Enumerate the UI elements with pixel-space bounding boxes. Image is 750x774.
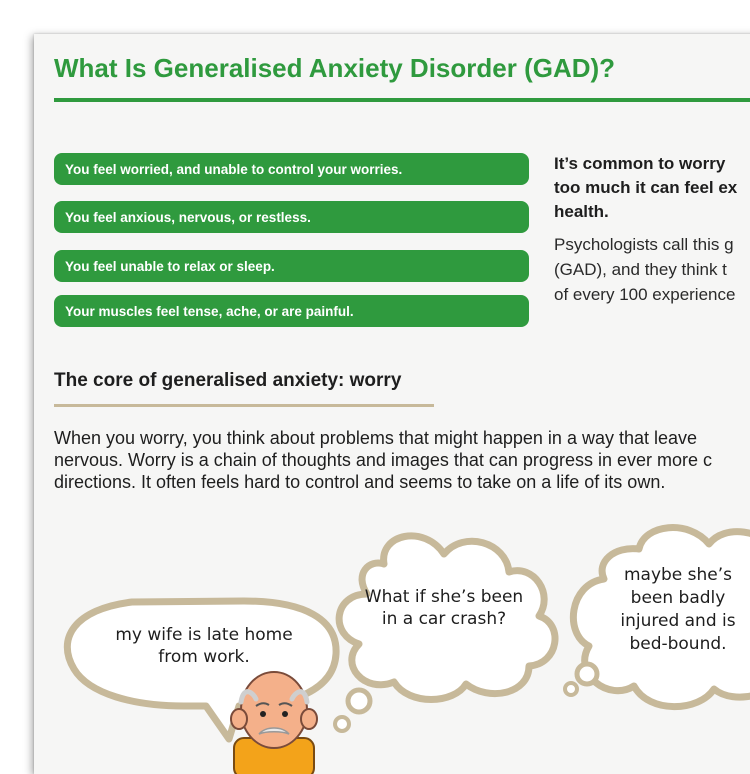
intro-heading-line: It’s common to worry <box>554 154 726 173</box>
worksheet-page <box>34 34 750 774</box>
intro-paragraph-line: Psychologists call this g <box>554 235 734 254</box>
bubble-text-line: my wife is late home <box>115 625 293 645</box>
intro-paragraph-line: of every 100 experience <box>554 285 736 304</box>
bubble-text-line: maybe she’s <box>623 565 733 585</box>
intro-paragraph-line: (GAD), and they think t <box>554 260 727 279</box>
section-heading: The core of generalised anxiety: worry <box>54 370 402 391</box>
bubble-text-line: in a car crash? <box>381 609 507 629</box>
paragraph-line: When you worry, you think about problems that might happen in a way that leave <box>54 428 698 448</box>
thought-bubble-text <box>349 586 539 630</box>
bubble-text-line: from work. <box>158 647 250 667</box>
symptom-item: You feel anxious, nervous, or restless. <box>54 201 529 233</box>
symptom-item: You feel unable to relax or sleep. <box>54 250 529 282</box>
bubble-text-line: What if she’s been <box>364 587 524 607</box>
page-title: What Is Generalised Anxiety Disorder (GAD)? <box>54 53 616 83</box>
intro-heading-line: too much it can feel ex <box>554 178 738 197</box>
speech-bubble-text <box>94 624 314 668</box>
symptom-item: You feel worried, and unable to control your worries. <box>54 153 529 185</box>
bubble-text-line: injured and is <box>620 611 736 631</box>
thought-bubble <box>335 536 555 731</box>
symptom-item: Your muscles feel tense, ache, or are painful. <box>54 295 529 327</box>
bubble-text-line: bed-bound. <box>629 634 727 654</box>
paragraph-line: nervous. Worry is a chain of thoughts and images that can progress in ever more c <box>54 450 712 470</box>
intro-heading-line: health. <box>554 202 609 221</box>
bubble-text-line: been badly <box>630 588 726 608</box>
thought-bubble-text <box>608 564 748 656</box>
paragraph-line: directions. It often feels hard to control and seems to take on a life of its own. <box>54 472 666 492</box>
